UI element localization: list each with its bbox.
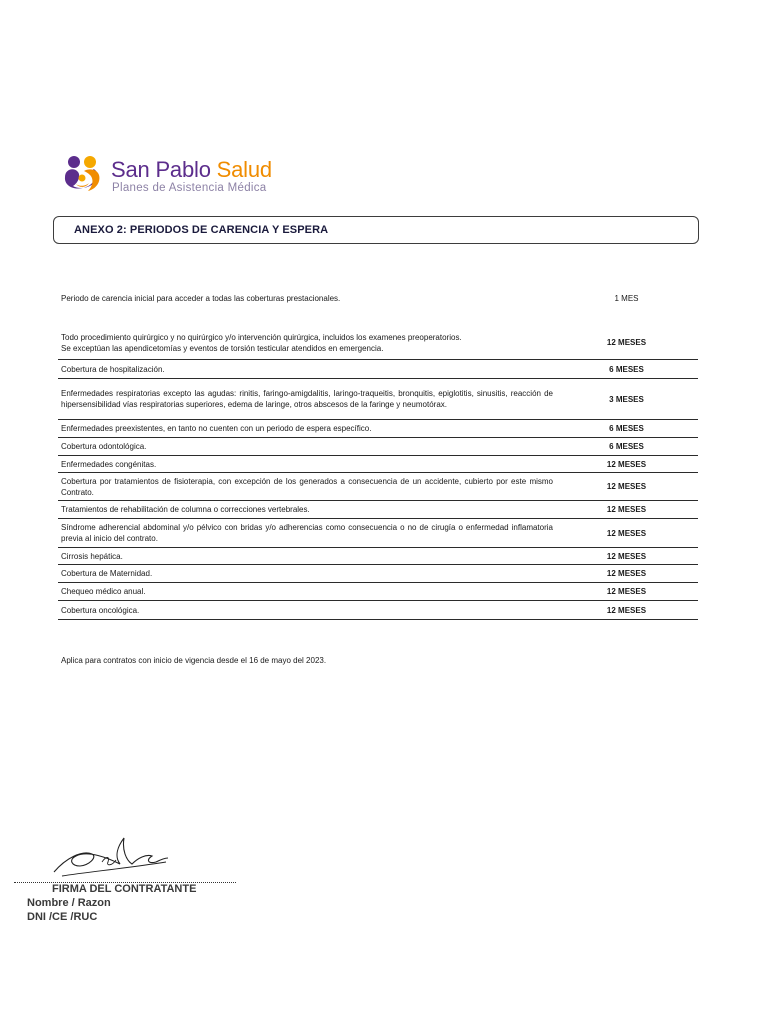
row-period: 12 MESES	[606, 528, 647, 538]
row-text: Cirrosis hepática.	[61, 551, 123, 561]
table-row	[58, 456, 698, 473]
row-text: Cobertura de Maternidad.	[61, 569, 153, 578]
row-text: Periodo de carencia inicial para acceder a todas las coberturas prestacionales.	[61, 293, 341, 303]
table-row	[58, 438, 698, 456]
table-row	[58, 420, 698, 438]
row-description	[58, 421, 555, 436]
annex-title-box	[53, 216, 699, 244]
table-row	[58, 519, 698, 548]
row-text: Enfermedades congénitas.	[61, 459, 157, 469]
row-text: Chequeo médico anual.	[61, 587, 146, 596]
row-description	[58, 603, 555, 618]
logo-name	[111, 157, 272, 183]
table-row	[58, 548, 698, 565]
table-row	[58, 326, 698, 360]
row-period: 12 MESES	[606, 482, 647, 491]
row-text: Cobertura oncológica.	[61, 605, 140, 615]
row-period: 1 MES	[614, 293, 639, 303]
row-period: 6 MESES	[609, 442, 644, 451]
row-period: 12 MESES	[606, 551, 647, 561]
row-text: Tratamientos de rehabilitación de columna o correcciones vertebrales.	[61, 505, 310, 514]
signature-label: FIRMA DEL CONTRATANTE	[52, 883, 197, 895]
row-period: 6 MESES	[609, 364, 644, 374]
handwritten-signature-icon	[48, 832, 178, 882]
logo-tagline: Planes de Asistencia Médica	[112, 182, 267, 194]
table-row	[58, 601, 698, 620]
row-description	[58, 291, 555, 306]
row-description	[58, 362, 555, 377]
row-period: 3 MESES	[609, 394, 644, 404]
row-description	[58, 439, 555, 454]
row-period: 12 MESES	[606, 505, 647, 514]
row-description: Síndrome adherencial abdominal y/o pélvico con bridas y/o adherencias como consecuencia o no de cirugía o enfermedad inflamatoria previa al inicio del contrato.	[61, 523, 553, 543]
row-description	[58, 584, 555, 599]
row-period: 12 MESES	[606, 459, 647, 469]
row-description	[58, 457, 555, 472]
row-text: Se exceptúan las apendicetomías y eventos de torsión testicular atendidos en emergencia.	[61, 343, 384, 353]
table-row	[58, 473, 698, 501]
logo-name-part2: Salud	[216, 157, 272, 182]
table-row	[58, 379, 698, 420]
row-description: Cobertura por tratamientos de fisioterapia, con excepción de los generados a consecuencia de un accidente, cubierto por este mismo Contrato.	[61, 476, 553, 497]
validity-note: Aplica para contratos con inicio de vigencia desde el 16 de mayo del 2023.	[61, 656, 327, 665]
name-label: Nombre / Razon	[27, 897, 111, 909]
row-description	[58, 549, 555, 564]
id-label: DNI /CE /RUC	[27, 911, 98, 923]
row-period: 6 MESES	[609, 424, 644, 433]
row-text: Todo procedimiento quirúrgico y no quirúrgico y/o intervención quirúrgica, incluidos los examenes preoperatorios.	[61, 332, 462, 342]
logo-name-part1: San Pablo	[111, 157, 211, 182]
table-row	[58, 583, 698, 601]
row-period: 12 MESES	[606, 605, 647, 615]
row-period: 12 MESES	[606, 569, 647, 578]
table-row	[58, 565, 698, 583]
table-row	[58, 501, 698, 519]
row-period: 12 MESES	[606, 338, 647, 347]
annex-title: ANEXO 2: PERIODOS DE CARENCIA Y ESPERA	[74, 224, 329, 236]
row-description	[58, 330, 555, 356]
row-text: Cobertura odontológica.	[61, 442, 147, 451]
company-logo	[62, 155, 322, 200]
table-row	[58, 360, 698, 379]
row-description: Enfermedades respiratorias excepto las agudas: rinitis, faringo-amigdalitis, laringo-traqueitis, bronquitis, epiglotitis, sinusitis, reacción de hipersensibilidad vías respiratorias superiores, edema de laringe, otros abscesos de la faringe y neumotórax.	[61, 389, 553, 409]
row-description	[58, 566, 555, 581]
waiting-periods-table	[58, 290, 698, 620]
row-period: 12 MESES	[606, 587, 647, 596]
table-row	[58, 290, 698, 306]
row-description	[58, 502, 555, 517]
row-text: Cobertura de hospitalización.	[61, 364, 165, 374]
family-logo-icon	[62, 155, 104, 195]
row-text: Enfermedades preexistentes, en tanto no cuenten con un periodo de espera específico.	[61, 424, 372, 433]
